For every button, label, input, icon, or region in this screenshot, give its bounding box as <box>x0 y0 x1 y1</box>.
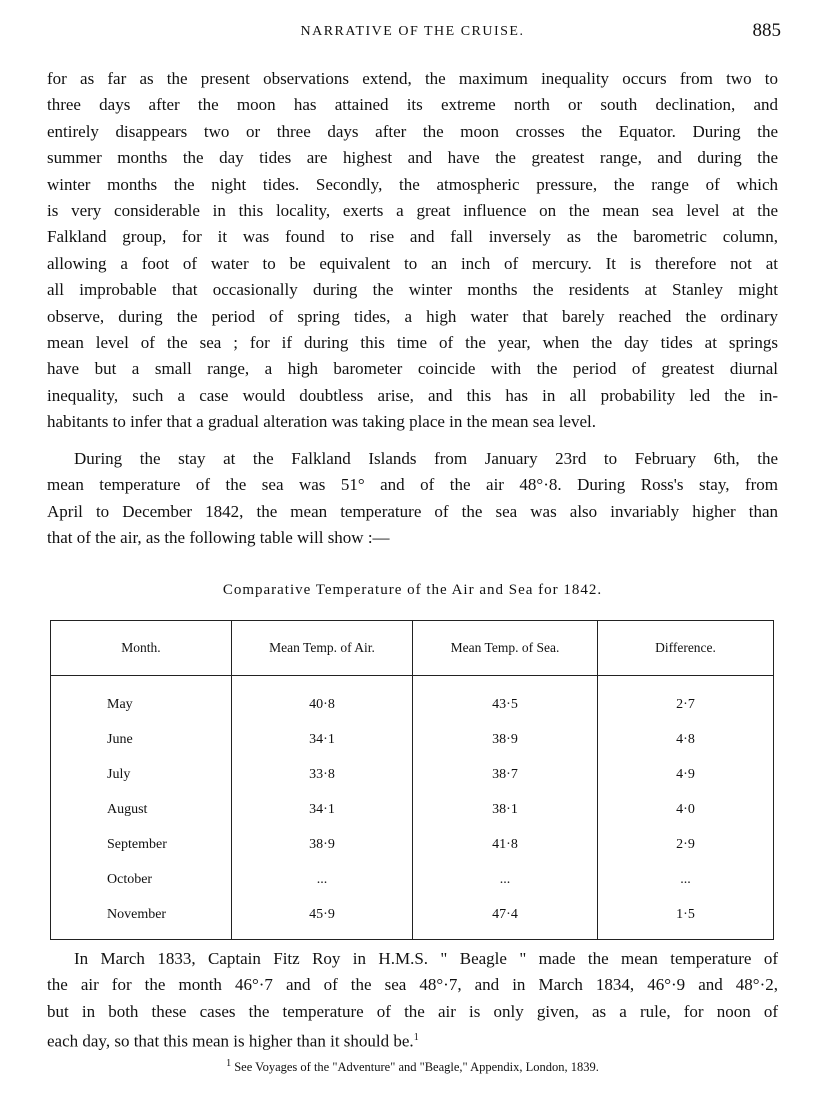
text-line: habitants to infer that a gradual alteration was taking place in the mean sea level. <box>47 412 596 432</box>
temperature-table <box>50 620 774 940</box>
table-row <box>51 862 774 897</box>
paragraph-tides <box>47 66 778 436</box>
table-row <box>51 722 774 757</box>
text-line: allowing a foot of water to be equivalent to an inch of mercury. It is therefore not at <box>47 253 778 273</box>
table-row <box>51 676 774 723</box>
month-cell: November <box>51 897 232 940</box>
text-line <box>47 1025 778 1055</box>
air-temp-cell: 40·8 <box>232 676 413 723</box>
air-temp-cell: 45·9 <box>232 897 413 940</box>
difference-cell: 4·9 <box>598 757 774 792</box>
text-line: but in both these cases the temperature of the air is only given, as a rule, for noon of <box>47 1001 778 1021</box>
text-line: mean temperature of the sea was 51° and of the air 48°·8. During Ross's stay, from <box>47 475 778 495</box>
text-line: summer months the day tides are highest and have the greatest range, and during the <box>47 148 778 168</box>
column-header: Mean Temp. of Sea. <box>413 621 598 676</box>
month-cell: July <box>51 757 232 792</box>
text-line: have but a small range, a high barometer coincide with the period of greatest diurnal <box>47 359 778 379</box>
text-line: During the stay at the Falkland Islands from January 23rd to February 6th, the <box>74 449 778 468</box>
difference-cell: 1·5 <box>598 897 774 940</box>
sea-temp-cell: 47·4 <box>413 897 598 940</box>
sea-temp-cell: 38·9 <box>413 722 598 757</box>
column-header: Mean Temp. of Air. <box>232 621 413 676</box>
air-temp-cell: 38·9 <box>232 827 413 862</box>
sea-temp-cell: ... <box>413 862 598 897</box>
column-header: Month. <box>51 621 232 676</box>
column-header: Difference. <box>598 621 774 676</box>
month-cell: June <box>51 722 232 757</box>
text-line: three days after the moon has attained its extreme north or south declination, and <box>47 95 778 115</box>
table-row <box>51 897 774 940</box>
text-line: observe, during the period of spring tides, a high water that barely reached the ordinary <box>47 306 778 326</box>
sea-temp-cell: 43·5 <box>413 676 598 723</box>
air-temp-cell: ... <box>232 862 413 897</box>
text-line: the air for the month 46°·7 and of the sea 48°·7, and in March 1834, 46°·9 and 48°·2, <box>47 975 778 995</box>
page-number: 885 <box>752 20 781 41</box>
text-line: that of the air, as the following table will show :— <box>47 528 390 548</box>
difference-cell: 4·0 <box>598 792 774 827</box>
running-title: NARRATIVE OF THE CRUISE. <box>300 24 525 39</box>
table-caption: Comparative Temperature of the Air and Sea for 1842. <box>222 582 603 598</box>
text-line: mean level of the sea ; for if during this time of the year, when the day tides at springs <box>47 333 778 353</box>
difference-cell: 2·7 <box>598 676 774 723</box>
text-line-content: each day, so that this mean is higher than it should be. <box>47 1031 414 1051</box>
text-line: entirely disappears two or three days after the moon crosses the Equator. During the <box>47 121 778 141</box>
paragraph-beagle <box>47 946 778 1055</box>
month-cell: August <box>51 792 232 827</box>
sea-temp-cell: 38·7 <box>413 757 598 792</box>
text-line: all improbable that occasionally during the winter months the residents at Stanley might <box>47 280 778 300</box>
text-line: for as far as the present observations extend, the maximum inequality occurs from two to <box>47 69 778 88</box>
text-line: winter months the night tides. Secondly, the atmospheric pressure, the range of which <box>47 174 778 194</box>
footnote-marker: 1 <box>226 1058 232 1069</box>
table-row <box>51 827 774 862</box>
table-row <box>51 792 774 827</box>
sea-temp-cell: 38·1 <box>413 792 598 827</box>
air-temp-cell: 34·1 <box>232 792 413 827</box>
paragraph-falkland-temperatures <box>47 446 778 552</box>
footnote-reference[interactable]: 1 <box>413 1032 419 1044</box>
air-temp-cell: 33·8 <box>232 757 413 792</box>
month-cell: October <box>51 862 232 897</box>
text-line: Falkland group, for it was found to rise and fall inversely as the barometric column, <box>47 227 778 247</box>
air-temp-cell: 34·1 <box>232 722 413 757</box>
month-cell: September <box>51 827 232 862</box>
footnote-text: See Voyages of the "Adventure" and "Beagle," Appendix, London, 1839. <box>234 1060 599 1075</box>
sea-temp-cell: 41·8 <box>413 827 598 862</box>
difference-cell: 2·9 <box>598 827 774 862</box>
difference-cell: 4·8 <box>598 722 774 757</box>
text-line: April to December 1842, the mean temperature of the sea was also invariably higher than <box>47 501 778 521</box>
footnote <box>0 1058 825 1075</box>
difference-cell: ... <box>598 862 774 897</box>
text-line: is very considerable in this locality, exerts a great influence on the mean sea level at the <box>47 201 778 221</box>
text-line: inequality, such a case would doubtless arise, and this has in all probability led the in- <box>47 385 778 405</box>
running-head <box>0 20 825 44</box>
table-header-row <box>51 621 774 676</box>
text-line: In March 1833, Captain Fitz Roy in H.M.S. " Beagle " made the mean temperature of <box>74 949 778 968</box>
table-row <box>51 757 774 792</box>
month-cell: May <box>51 676 232 723</box>
